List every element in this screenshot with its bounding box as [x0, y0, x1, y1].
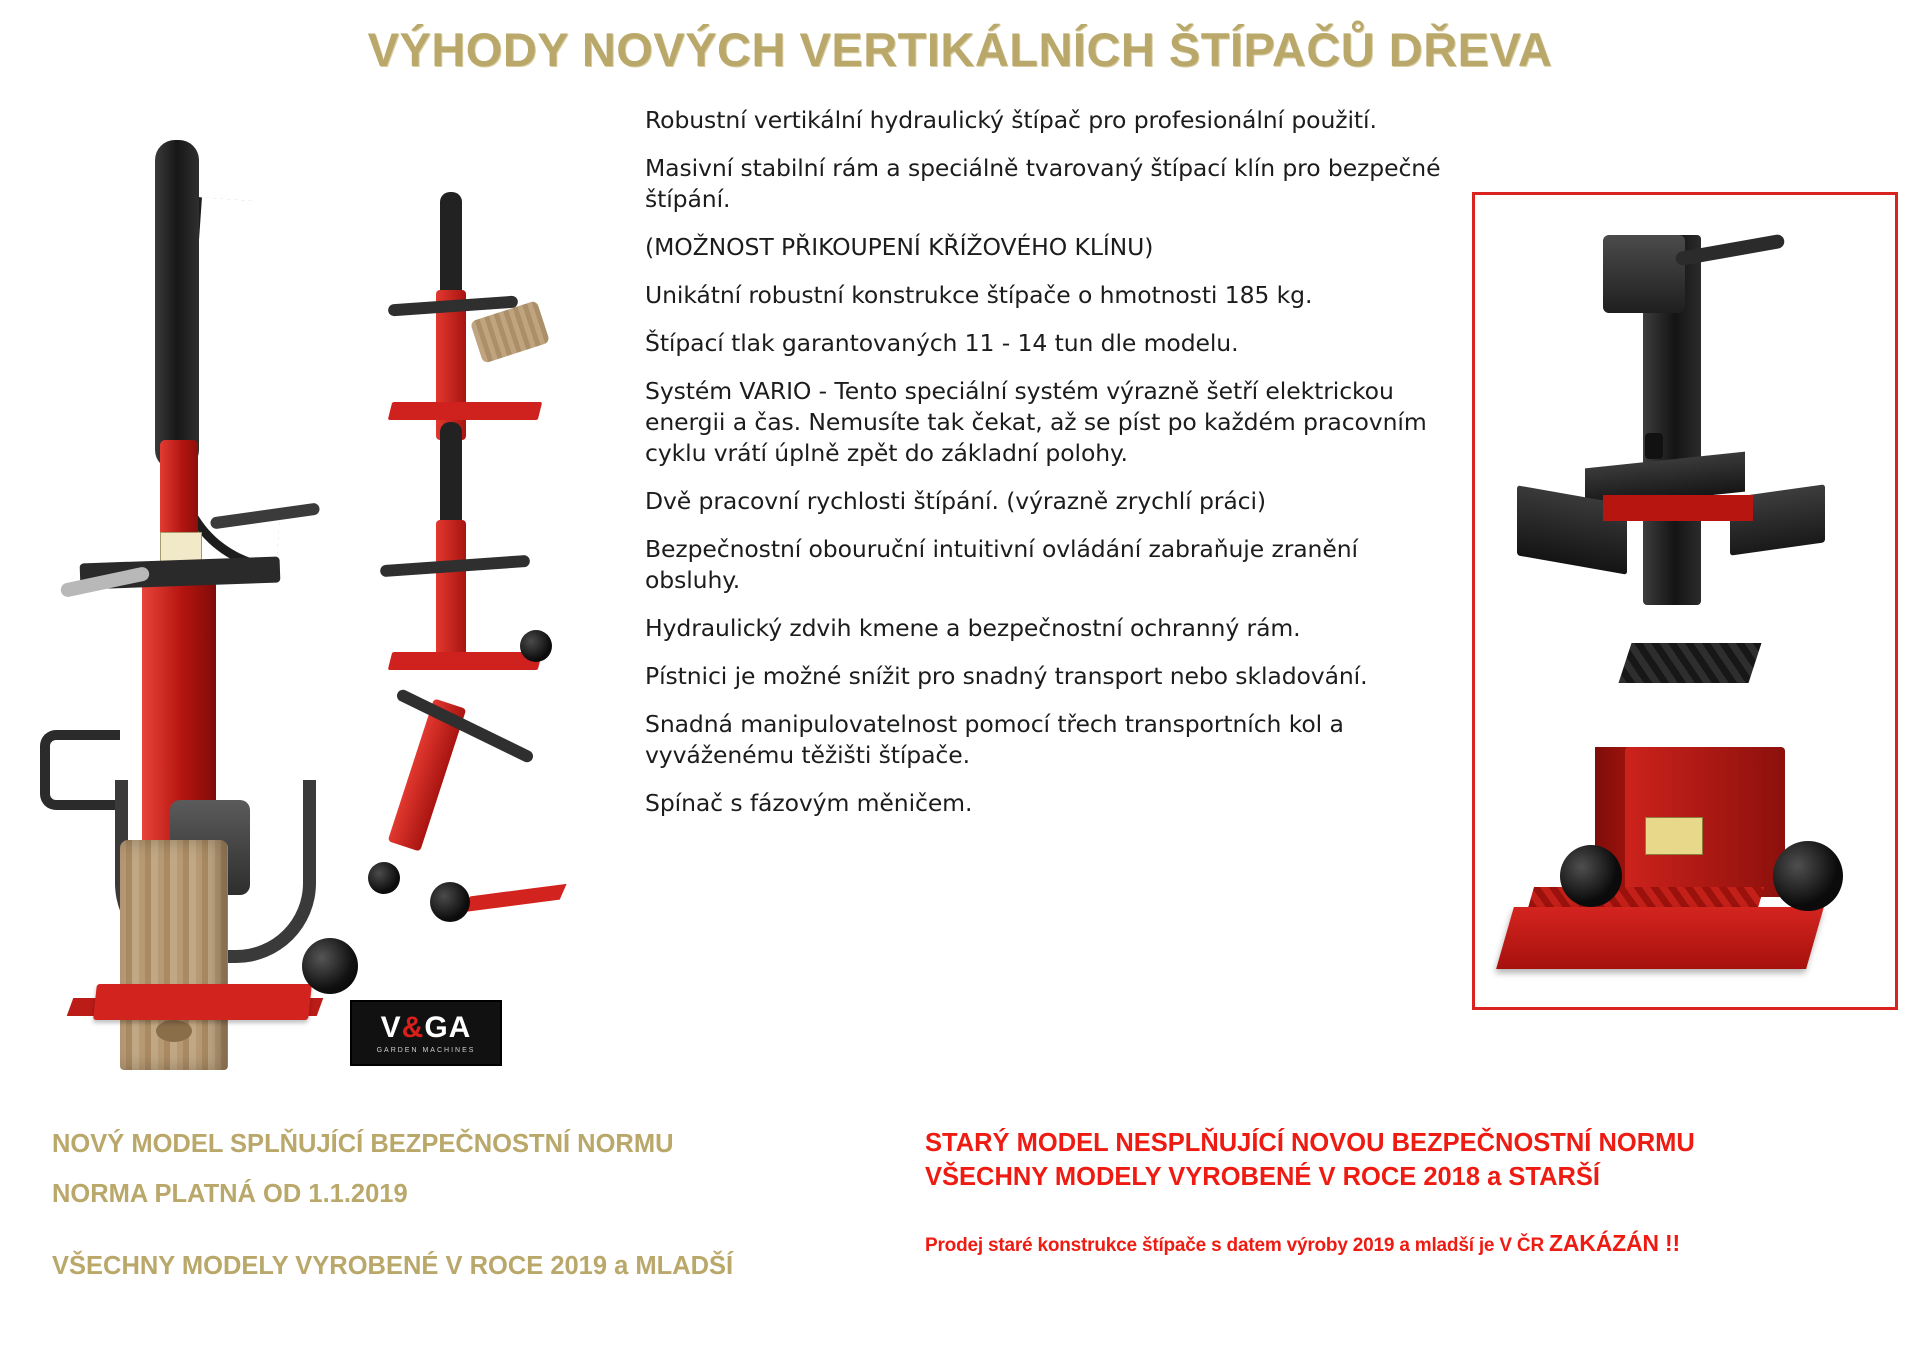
vega-logo-v: V: [380, 1010, 402, 1044]
photo-floor-plate-shape: [1496, 907, 1824, 969]
feature-item: Bezpečnostní obouruční intuitivní ovládání zabraňuje zranění obsluhy.: [645, 535, 1358, 595]
photo-type-label-shape: [1645, 817, 1703, 855]
feature-item: Dvě pracovní rychlosti štípání. (výrazně zrychlí práci): [645, 487, 1266, 516]
splitter-column-shape: [155, 140, 199, 470]
photo-cylinder-head-shape: [1603, 235, 1685, 313]
thumb-body-shape: [436, 520, 466, 670]
photo-left-wheel-shape: [1560, 845, 1622, 907]
vega-logo-tagline: GARDEN MACHINES: [376, 1046, 476, 1054]
new-model-caption-line2: NORMA PLATNÁ OD 1.1.2019: [52, 1180, 408, 1209]
side-hook-shape: [40, 730, 120, 810]
old-model-caption: [925, 1128, 1885, 1257]
log-knot-shape: [156, 1020, 192, 1042]
old-model-caption-line1: STARÝ MODEL NESPLŇUJÍCÍ NOVOU BEZPEČNOSTNÍ NORMU: [925, 1129, 1695, 1157]
thumbnail-splitter-with-log: [370, 180, 585, 430]
ban-notice-emphasis: ZAKÁZÁN !!: [1549, 1230, 1680, 1257]
feature-item: Hydraulický zdvih kmene a bezpečnostní ochranný rám.: [645, 614, 1301, 643]
photo-table-shape: [1603, 495, 1753, 521]
photo-knob-shape: [1645, 433, 1663, 459]
feature-item: Masivní stabilní rám a speciálně tvarovaný štípací klín pro bezpečné štípání.: [645, 154, 1441, 214]
old-model-caption-line3: [925, 1230, 1885, 1257]
feature-item: Robustní vertikální hydraulický štípač pro profesionální použití.: [645, 106, 1377, 134]
vega-logo-amp: &: [401, 1010, 425, 1044]
feature-item: Štípací tlak garantovaných 11 - 14 tun dle modelu.: [645, 329, 1239, 358]
main-log-splitter-illustration: [60, 140, 390, 1040]
page-title: VÝHODY NOVÝCH VERTIKÁLNÍCH ŠTÍPAČŮ DŘEVA: [367, 23, 1553, 76]
thumb-wheel-shape: [520, 630, 552, 662]
thumb-wheel-shape: [368, 862, 400, 894]
thumb-tray-shape: [463, 884, 566, 912]
feature-item: Pístnici je možné snížit pro snadný transport nebo skladování.: [645, 662, 1368, 691]
new-model-caption-line1: NOVÝ MODEL SPLŇUJÍCÍ BEZPEČNOSTNÍ NORMU: [52, 1130, 674, 1158]
vega-logo: [350, 1000, 502, 1066]
base-plate-shape: [93, 984, 312, 1020]
feature-item: Systém VARIO - Tento speciální systém výrazně šetří elektrickou energii a čas. Nemusíte tak čekat, až se píst po každém pracovním cyklu vrátí úplně zpět do základní polohy.: [645, 377, 1427, 468]
old-model-caption-line2: VŠECHNY MODELY VYROBENÉ V ROCE 2018 a STARŠÍ: [925, 1163, 1601, 1192]
thumb-wheel-shape: [430, 882, 470, 922]
warning-sticker-shape: [160, 532, 202, 562]
new-model-caption: [52, 1130, 882, 1280]
feature-item: Unikátní robustní konstrukce štípače o hmotnosti 185 kg.: [645, 281, 1313, 310]
feature-item: Snadná manipulovatelnost pomocí třech transportních kol a vyváženému těžišti štípače.: [645, 710, 1344, 770]
transport-wheel-shape: [302, 938, 358, 994]
vega-logo-ga: GA: [424, 1010, 472, 1044]
photo-base-tray-shape: [1619, 643, 1762, 683]
feature-list: [645, 105, 1460, 836]
feature-item: Spínač s fázovým měničem.: [645, 789, 973, 818]
ban-notice-text: Prodej staré konstrukce štípače s datem výroby 2019 a mladší je V ČR: [925, 1235, 1550, 1257]
left-image-group: [20, 120, 620, 1080]
photo-right-wheel-shape: [1773, 841, 1843, 911]
thumbnail-splitter-transport-position: [350, 660, 590, 930]
new-model-caption-line3: VŠECHNY MODELY VYROBENÉ V ROCE 2019 a MLADŠÍ: [52, 1252, 734, 1281]
thumbnail-splitter-side-view: [370, 410, 585, 680]
old-model-photo: [1472, 192, 1898, 1010]
vega-logo-text: [380, 1010, 472, 1044]
feature-item: (MOŽNOST PŘIKOUPENÍ KŘÍŽOVÉHO KLÍNU): [645, 233, 1154, 262]
